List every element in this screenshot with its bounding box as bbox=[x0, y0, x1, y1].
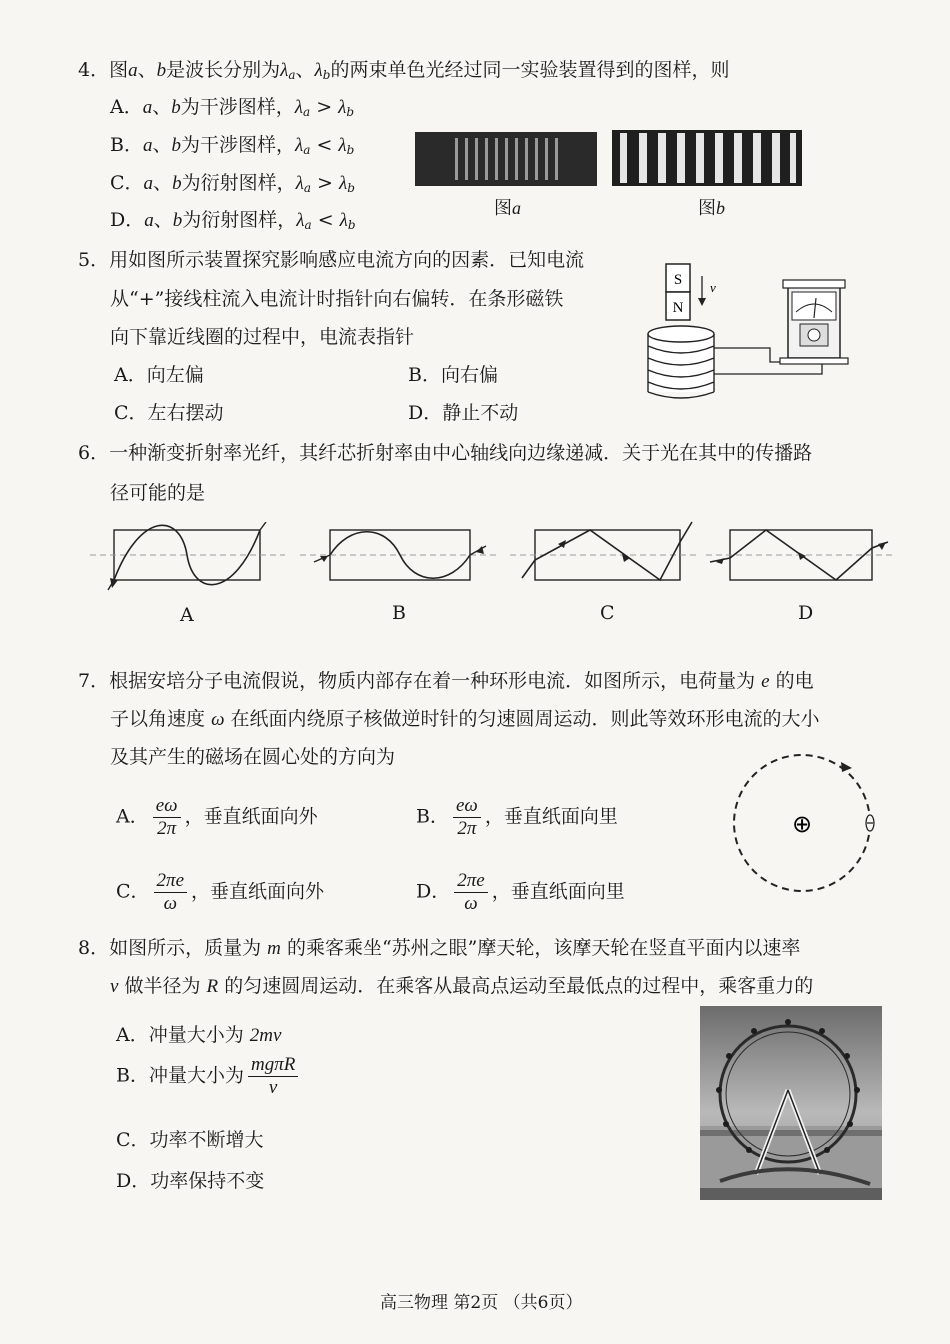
q4-option-b[interactable]: B．a、b为干涉图样，$\lambda_a < \lambda_b$ bbox=[110, 134, 355, 157]
page-footer: 高三物理 第2页 （共6页） bbox=[380, 1293, 583, 1313]
q7-option-d[interactable]: D． $\frac{2\pi e}{\omega}$ ，垂直纸面向里 bbox=[416, 870, 625, 914]
q6-label-d: D bbox=[798, 602, 814, 624]
ferris-wheel-photo bbox=[700, 1006, 882, 1200]
velocity-arrow-icon bbox=[698, 276, 716, 306]
q5-option-c[interactable]: C．左右摆动 bbox=[114, 402, 224, 424]
q6-label-a: A bbox=[180, 604, 194, 626]
q8-option-b[interactable]: B．冲量大小为 $\frac{\text{mgπR}}{v}$ bbox=[116, 1054, 302, 1099]
q5-stem-line2: 从“+”接线柱流入电流计时指针向右偏转．在条形磁铁 bbox=[110, 288, 564, 310]
fig-b-caption: 图b bbox=[698, 198, 725, 218]
q8-stem-line1: 8．如图所示，质量为 m 的乘客乘坐“苏州之眼”摩天轮，该摩天轮在竖直平面内以速率 bbox=[78, 937, 801, 959]
q7-option-c[interactable]: C． $\frac{2\pi e}{\omega}$ ，垂直纸面向外 bbox=[116, 870, 325, 914]
q7-stem-line3: 及其产生的磁场在圆心处的方向为 bbox=[110, 746, 396, 768]
svg-text:N: N bbox=[672, 300, 684, 316]
fiber-path-option-b[interactable] bbox=[300, 522, 500, 592]
q6-label-c: C bbox=[600, 602, 615, 624]
bar-magnet bbox=[666, 264, 690, 320]
q8-stem-line2: v 做半径为 R 的匀速圆周运动．在乘客从最高点运动至最低点的过程中，乘客重力的 bbox=[110, 975, 814, 997]
q7-stem-line2: 子以角速度 ω 在纸面内绕原子核做逆时针的匀速圆周运动．则此等效环形电流的大小 bbox=[110, 708, 820, 730]
electron-orbit-figure bbox=[722, 750, 892, 900]
direction-arrow-icon bbox=[841, 762, 852, 772]
svg-text:S: S bbox=[673, 272, 683, 288]
q4-option-c[interactable]: C．a、b为衍射图样，$\lambda_a > \lambda_b$ bbox=[110, 172, 355, 195]
q5-option-d[interactable]: D．静止不动 bbox=[408, 402, 519, 424]
fiber-path-option-c[interactable] bbox=[510, 518, 700, 592]
q7-option-b[interactable]: B． $\frac{e\omega}{2\pi}$ ，垂直纸面向里 bbox=[416, 795, 618, 839]
q5-option-a[interactable]: A．向左偏 bbox=[114, 364, 204, 386]
q5-option-b[interactable]: B．向右偏 bbox=[408, 364, 498, 386]
coil bbox=[648, 326, 714, 398]
fiber-path-option-d[interactable] bbox=[706, 518, 896, 592]
svg-text:v: v bbox=[710, 280, 716, 295]
q5-number: 5． bbox=[78, 249, 110, 271]
q4-option-a[interactable]: A．a、b为干涉图样，$\lambda_a > \lambda_b$ bbox=[110, 96, 355, 119]
induction-apparatus-figure bbox=[640, 262, 860, 408]
q7-option-a[interactable]: A． $\frac{e\omega}{2\pi}$ ，垂直纸面向外 bbox=[116, 795, 318, 839]
nucleus-symbol: ⊕ bbox=[791, 812, 813, 838]
galvanometer bbox=[780, 280, 848, 364]
q6-label-b: B bbox=[392, 602, 406, 624]
q4-option-d[interactable]: D．a、b为衍射图样，$\lambda_a < \lambda_b$ bbox=[110, 209, 356, 232]
fringe-pattern-b bbox=[612, 130, 802, 186]
q4-stem: 4．图a、b是波长分别为$\lambda_a$、$\lambda_b$的两束单色光经过同一实验装置得到的图样，则 bbox=[78, 59, 730, 82]
q4-number: 4． bbox=[78, 59, 110, 81]
fig-a-caption: 图a bbox=[494, 198, 521, 218]
q6-stem-line1: 6．一种渐变折射率光纤，其纤芯折射率由中心轴线向边缘递减．关于光在其中的传播路 bbox=[78, 442, 813, 464]
q7-stem-line1: 7．根据安培分子电流假说，物质内部存在着一种环形电流．如图所示，电荷量为 e 的电 bbox=[78, 670, 814, 692]
q5-stem-line3: 向下靠近线圈的过程中，电流表指针 bbox=[110, 326, 415, 348]
fringe-pattern-a bbox=[415, 132, 597, 186]
q8-option-d[interactable]: D．功率保持不变 bbox=[116, 1170, 265, 1192]
q5-stem-line1: 5．用如图所示装置探究影响感应电流方向的因素．已知电流 bbox=[78, 249, 585, 271]
q6-stem-line2: 径可能的是 bbox=[110, 482, 206, 504]
q8-number: 8． bbox=[78, 937, 110, 959]
q8-option-c[interactable]: C．功率不断增大 bbox=[116, 1129, 264, 1151]
q8-option-a[interactable]: A．冲量大小为 2mv bbox=[116, 1024, 282, 1046]
fiber-path-option-a[interactable] bbox=[90, 522, 290, 592]
q6-number: 6． bbox=[78, 442, 110, 464]
q7-number: 7． bbox=[78, 670, 110, 692]
